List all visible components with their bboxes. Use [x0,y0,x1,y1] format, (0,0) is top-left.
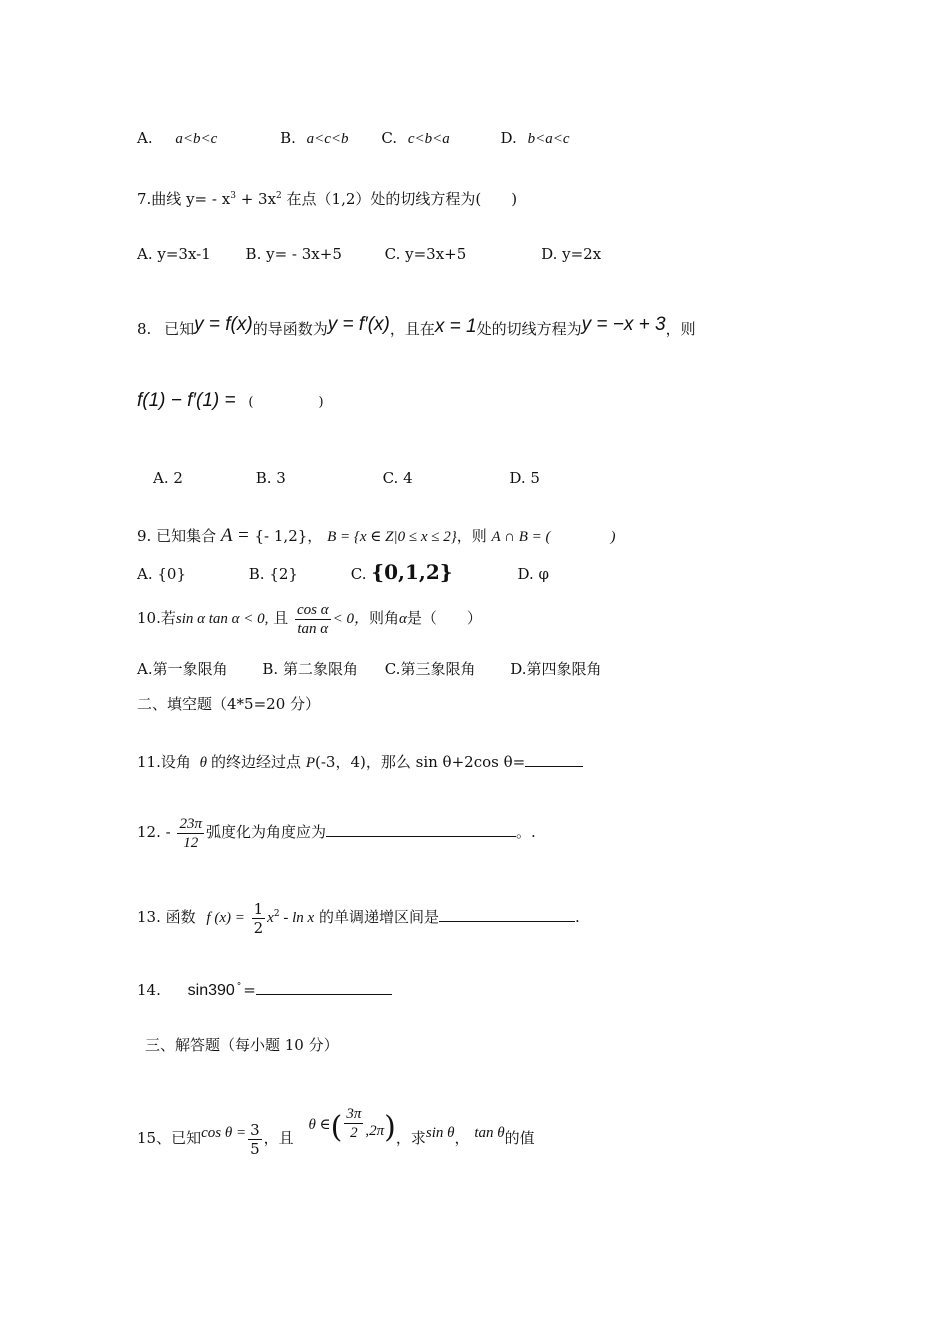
q9-comma: ， [307,527,323,545]
q6-opt-d-label: D. [500,129,517,147]
q10-opt-b: B. 第二象限角 [262,660,358,678]
q10-text-1: 10.若 [137,609,176,627]
q8-text-3: ，且在 [389,320,435,338]
q8-text-4: 处的切线方程为 [476,320,582,338]
q13-frac-num: 1 [253,899,264,918]
q7-opt-a: A. y=3x-1 [137,245,211,263]
q8-expr-4: y = −x + 3 [581,314,666,335]
q7-stem [137,186,517,209]
q14-degree: ° [236,982,242,992]
q7-opt-d: D. y=2x [541,245,602,263]
q13-text-1: 13. 函数 [137,908,196,926]
q10-text-4: 是（ ） [406,609,482,627]
q8-opt-c: C. 4 [382,469,413,487]
q8-opt-a: A. 2 [153,469,183,487]
q14-answer-blank[interactable] [256,980,392,995]
q15-text-2: ，且 [263,1129,294,1147]
q13-text-2: 的单调递增区间是 [318,908,439,926]
q10-fraction [295,601,331,638]
q7-sup-2: 2 [276,191,282,201]
q15-cos: cos θ = [201,1125,247,1141]
q8-expr-1: y = f(x) [194,314,253,335]
q12-text-2: 弧度化为角度应为 [206,823,327,841]
q13-answer-blank[interactable] [439,907,575,922]
q15-frac-den: 5 [250,1139,260,1158]
q15-sep: ， [454,1129,470,1147]
q7-opt-c: C. y=3x+5 [384,245,467,263]
q14-equals: = [243,981,256,999]
section-3-heading: 三、解答题（每小题 10 分） [145,1036,339,1054]
q7-text-3: 在点（1,2）处的切线方程为( ) [281,190,518,208]
q10-alpha: α [399,611,407,627]
q15-text-3: ，求 [395,1129,426,1147]
q15-tan: tan θ [474,1125,505,1141]
q9-text-2: ，则 [456,527,487,545]
q11-text-1: 11.设角 [137,753,191,771]
q15-interval-num: 3π [346,1106,362,1122]
q6-opt-c-expr: c<b<a [407,131,450,147]
q9-opt-d: D. φ [517,565,549,583]
q13-sup: 2 [273,909,280,919]
q14-stem [137,977,392,1001]
q12-frac-num: 23π [179,815,202,832]
q6-opt-b-label: B. [280,129,296,147]
q6-opt-a-label: A. [137,129,153,147]
q10-options [137,659,602,679]
q15-interval-end: ,2π [365,1123,385,1139]
q11-answer-blank[interactable] [525,752,583,767]
q8-opt-b: B. 3 [255,469,286,487]
q9-opt-c-label: C. [350,565,367,583]
q9-opt-c-value: {0,1,2} [371,560,453,584]
q10-expr-2: < 0， [332,611,369,627]
q13-frac-den: 2 [253,918,264,937]
q10-text-2: 且 [273,609,289,627]
q8-expr-2: y = f′(x) [327,314,390,335]
q11-text-2: 的终边经过点 [211,753,302,771]
q7-text-1: 7.曲线 y= - x [137,190,231,208]
q11-text-3: ，那么 sin θ+2cos θ= [365,753,526,771]
q8-expression-line [137,386,324,418]
q9-options [137,560,549,586]
q10-text-3: 则角 [368,609,399,627]
q12-answer-blank[interactable] [326,822,516,837]
q6-opt-d-expr: b<a<c [527,131,570,147]
q6-opt-b-expr: a<c<b [306,131,349,147]
q9-set-b: B = {x ∈ Z|0 ≤ x ≤ 2} [327,529,457,545]
q7-text-2: + 3x [235,190,277,208]
q12-fraction [177,815,204,852]
q10-opt-a: A.第一象限角 [137,660,228,678]
q7-opt-b: B. y= - 3x+5 [245,245,342,263]
q9-set-a: A = [220,525,250,546]
q11-point: P [305,755,315,771]
q9-opt-b: B. {2} [248,565,298,583]
q9-set-a-value: {- 1,2} [254,527,308,545]
q13-ln: - ln x [279,910,315,926]
q7-sup-1: 3 [230,191,236,201]
q13-fx: f (x) = [206,910,245,926]
q8-number: 8. [137,320,152,338]
q6-options [137,128,569,149]
q12-stem [137,810,536,854]
q12-text-1: 12. - [137,823,171,841]
q9-stem [137,524,616,549]
q11-point-value: (-3，4) [314,753,366,771]
q15-text-4: 的值 [504,1129,535,1147]
q12-text-3: 。. [516,823,536,841]
q11-stem [137,752,583,773]
q10-opt-d: D.第四象限角 [510,660,602,678]
q10-stem [137,598,482,639]
q6-opt-a-expr: a<b<c [175,131,218,147]
q10-frac-den: tan α [297,620,329,637]
q15-interval-fraction [344,1105,363,1142]
section-2-heading: 二、填空题（4*5=20 分） [137,695,321,713]
q14-expr: sin390 [187,982,235,999]
q15-interval-den: 2 [350,1125,358,1141]
q8-text-2: 的导函数为 [252,320,328,338]
q8-expr-3: x = 1 [434,316,477,337]
q15-fraction [248,1121,262,1158]
q9-ask: A ∩ B = ( ) [491,529,616,545]
q8-expr-5: f(1) − f′(1) = [137,390,236,411]
q13-x: x [267,910,274,926]
q8-stem [137,310,696,344]
q12-frac-den: 12 [183,834,199,851]
q10-expr-1: sin α tan α < 0, [175,611,269,627]
q15-sin: sin θ [425,1125,455,1141]
q8-options [153,468,540,488]
q8-text-5: ，则 [665,320,696,338]
q7-options [137,244,601,264]
q13-fraction [252,900,266,937]
q9-opt-a: A. {0} [137,565,186,583]
q15-frac-num: 3 [250,1120,260,1139]
q15-stem: 15、已知cos θ = $\frac{3}{5}$ ，且 θ ∈( $\frac{3\pi}{2}$ ,2π)，求sin θ， tan θ的值 [137,1106,535,1158]
q9-text-1: 9. 已知集合 [137,527,217,545]
q11-theta: θ [199,755,208,771]
q13-text-3: . [574,908,580,926]
q8-answer-paren: ( ) [248,395,324,410]
q10-opt-c: C.第三象限角 [384,660,476,678]
q15-text-1: 15、已知 [137,1129,202,1147]
q13-stem [137,892,580,940]
q15-theta-in: θ ∈ [308,1117,331,1133]
q8-opt-d: D. 5 [509,469,540,487]
q8-text-1: 已知 [164,320,195,338]
q14-number: 14. [137,981,161,999]
q10-frac-num: cos α [296,601,329,618]
q6-opt-c-label: C. [381,129,398,147]
